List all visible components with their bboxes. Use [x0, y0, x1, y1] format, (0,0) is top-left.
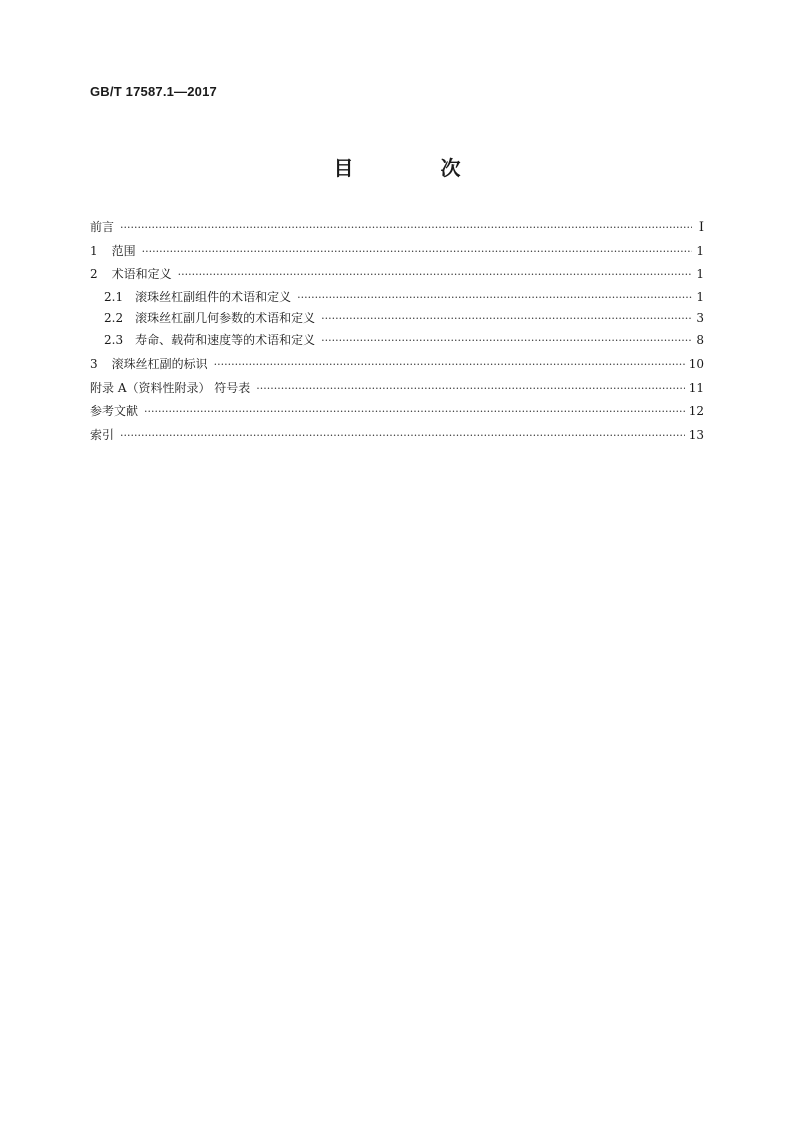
toc-leader-dots [120, 216, 692, 240]
page-title: 目 次 [333, 156, 501, 180]
toc-entry-page: 1 [696, 267, 704, 281]
toc-entry-terms-life-load[interactable] [90, 330, 704, 352]
toc-entry-page: 8 [696, 332, 704, 347]
toc-leader-dots [144, 400, 685, 424]
toc-entry-text: 参考文献 [90, 404, 139, 418]
toc-entry-number: 2.3 [104, 332, 124, 347]
toc-entry-page: 1 [696, 243, 704, 258]
toc-entry-foreword[interactable] [90, 216, 704, 240]
toc-entry-text: 附录 A（资料性附录） 符号表 [90, 380, 251, 395]
toc-leader-dots [321, 330, 692, 352]
toc-entry-terms[interactable] [90, 263, 704, 287]
toc-entry-terms-geometry[interactable] [90, 308, 704, 330]
toc-entry-text: 术语和定义 [111, 267, 172, 281]
table-of-contents [90, 216, 704, 447]
toc-entry-text: 范围 [111, 243, 136, 258]
toc-leader-dots [120, 424, 685, 448]
toc-entry-index[interactable] [90, 424, 704, 448]
toc-entry-designation[interactable] [90, 353, 704, 377]
toc-leader-dots [178, 263, 692, 287]
toc-entry-text: 寿命、载荷和速度等的术语和定义 [135, 332, 316, 347]
toc-leader-dots [321, 308, 692, 330]
toc-entry-bibliography[interactable] [90, 400, 704, 424]
toc-entry-annex-a[interactable] [90, 377, 704, 401]
toc-leader-dots [214, 353, 685, 377]
toc-entry-number: 3 [90, 357, 98, 371]
toc-entry-page: 10 [688, 357, 704, 371]
toc-entry-page: 1 [696, 289, 704, 304]
standard-code: GB/T 17587.1—2017 [90, 84, 217, 99]
toc-leader-dots [142, 240, 692, 264]
toc-entry-number: 2 [90, 267, 98, 281]
toc-entry-text: 滚珠丝杠副几何参数的术语和定义 [135, 311, 316, 325]
toc-entry-text: 前言 [90, 220, 115, 234]
toc-entry-page: 11 [688, 380, 704, 395]
toc-entry-number: 2.1 [104, 289, 124, 304]
toc-leader-dots [256, 377, 684, 401]
toc-leader-dots [297, 287, 692, 309]
toc-entry-scope[interactable] [90, 240, 704, 264]
toc-entry-number: 2.2 [104, 311, 124, 325]
toc-entry-text: 滚珠丝杠副组件的术语和定义 [135, 289, 292, 304]
toc-entry-terms-components[interactable] [90, 287, 704, 309]
toc-entry-page: 13 [688, 427, 704, 442]
toc-entry-number: 1 [90, 243, 98, 258]
toc-entry-page: 12 [688, 404, 704, 418]
toc-entry-page: 3 [696, 311, 704, 325]
toc-entry-text: 滚珠丝杠副的标识 [111, 357, 208, 371]
toc-entry-text: 索引 [90, 427, 115, 442]
toc-entry-page: Ⅰ [698, 220, 704, 235]
